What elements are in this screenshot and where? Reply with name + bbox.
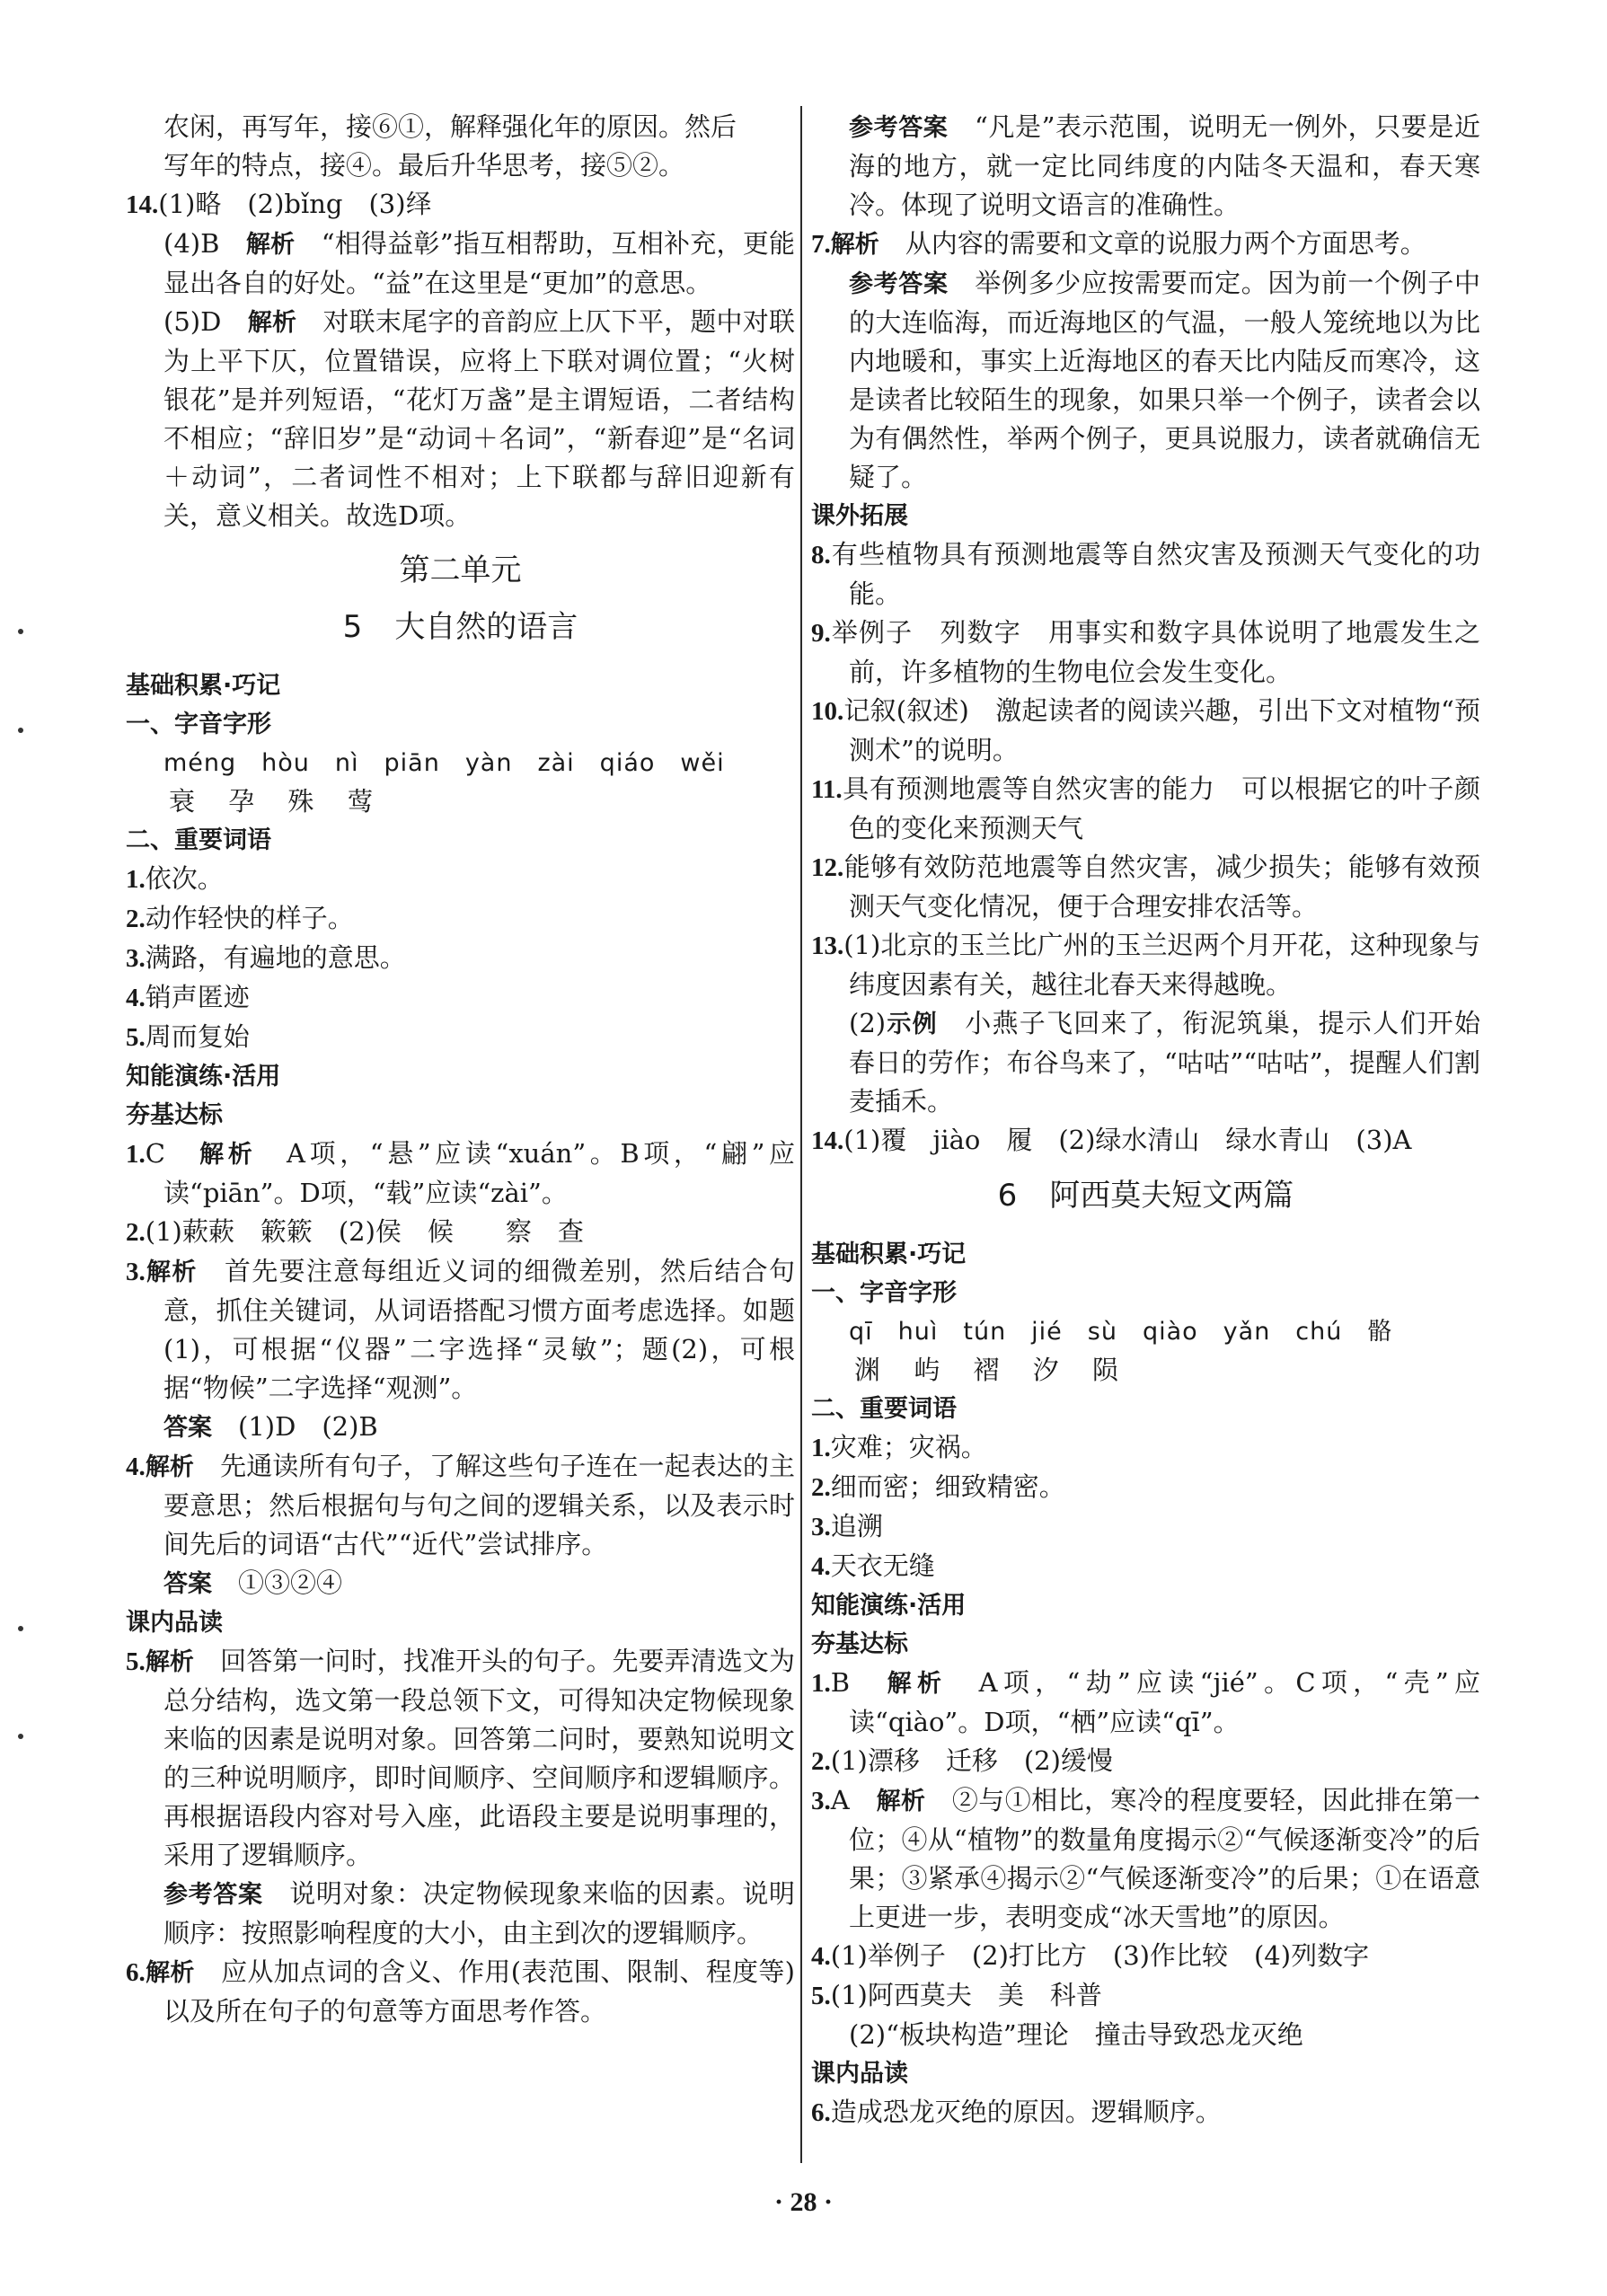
item-number: 2. <box>126 905 146 933</box>
answer-text: (1)略 (2)bǐng (3)绎 <box>158 189 432 219</box>
item-number: 3. <box>811 1513 831 1541</box>
analysis-label: 解析 <box>145 1648 195 1676</box>
answer-text: 有些植物具有预测地震等自然灾害及预测天气变化的功能。 <box>830 539 1480 609</box>
answer-label: 答案 <box>163 1570 212 1598</box>
question-number: 1. <box>126 1140 146 1169</box>
question-2 <box>126 1213 795 1252</box>
analysis-text: A项，“劫”应读“jié”。C项，“壳”应读“qiào”。D项，“栖”应读“qī”。 <box>849 1667 1481 1737</box>
answer-choice: A <box>830 1785 877 1815</box>
answer-text: (1)覆 jiào 履 (2)绿水清山 绿水青山 (3)A <box>843 1125 1412 1155</box>
analysis-text: 回答第一问时，找准开头的句子。先要弄清选文为总分结构，选文第一段总领下文，可得知决定物候现象来临的因素是说明对象。回答第二问时，要熟知说明文的三种说明顺序，即时间顺序、空间顺序和逻辑顺序。再根据语段内容对号入座，此语段主要是说明事理的，采用了逻辑顺序。 <box>163 1646 795 1870</box>
question-14-part-4 <box>126 225 795 303</box>
scan-mark <box>18 1734 23 1739</box>
question-number: 2. <box>126 1218 146 1247</box>
analysis-text: 对联末尾字的音韵应上仄下平，题中对联为上平下仄，位置错误，应将上下联对调位置；“火树银花”是并列短语，“花灯万盏”是主谓短语，二者结构不相应；“辞旧岁”是“动词＋名词”，“新春迎”是“名词＋动词”，二者词性不相对；上下联都与辞旧迎新有关，意义相关。故选D项。 <box>163 306 795 531</box>
question-13 <box>811 926 1480 1004</box>
list-item <box>126 939 795 978</box>
question-number: 3. <box>126 1258 146 1286</box>
list-item <box>126 899 795 939</box>
section-heading: 课内品读 <box>126 1609 223 1637</box>
item-text: 天衣无缝 <box>830 1550 935 1581</box>
item-number: 4. <box>811 1552 831 1581</box>
question-number: 4. <box>126 1453 146 1481</box>
answer-text: 造成恐龙灭绝的原因。逻辑顺序。 <box>830 2097 1222 2127</box>
answer-line <box>811 264 1480 497</box>
question-13-part-2 <box>811 1004 1480 1121</box>
analysis-label: 解析 <box>247 309 297 337</box>
analysis-label: 解析 <box>145 1258 198 1286</box>
item-text: 满路，有遍地的意思。 <box>145 942 406 973</box>
answer-text: 记叙(叙述) 激起读者的阅读兴趣，引出下文对植物“预测术”的说明。 <box>843 695 1480 765</box>
answer-label: 参考答案 <box>163 1881 263 1909</box>
item-text: 依次。 <box>145 863 224 894</box>
analysis-label: 解析 <box>145 1959 195 1987</box>
analysis-text: “相得益彰”指互相帮助，互相补充，更能显出各自的好处。“益”在这里是“更加”的意思。 <box>163 228 796 298</box>
analysis-text: 先通读所有句子，了解这些句子连在一起表达的主要意思；然后根据句与句之间的逻辑关系，以及表示时间先后的词语“古代”“近代”尝试排序。 <box>163 1451 795 1559</box>
answer-text: 具有预测地震等自然灾害的能力 可以根据它的叶子颜色的变化来预测天气 <box>842 773 1480 843</box>
answer-choice: (5)D <box>163 306 248 337</box>
question-14 <box>811 1121 1480 1161</box>
question-14-part-5 <box>126 303 795 535</box>
example-label: 示例 <box>886 1011 938 1038</box>
question-1 <box>811 1664 1480 1742</box>
question-6 <box>126 1953 795 2031</box>
unit-title: 第二单元 <box>399 552 522 588</box>
item-text: 周而复始 <box>145 1021 250 1052</box>
question-4 <box>811 1937 1480 1976</box>
list-item <box>126 978 795 1018</box>
question-11 <box>811 770 1480 848</box>
question-number: 7. <box>811 230 831 259</box>
question-10 <box>811 692 1480 770</box>
text-line: 写年的特点，接④。最后升华思考，接⑤②。 <box>163 150 685 181</box>
question-number: 11. <box>811 775 843 804</box>
analysis-label: 解析 <box>887 1670 948 1698</box>
question-number: 12. <box>811 853 844 882</box>
item-text: 追溯 <box>830 1511 883 1541</box>
page-number: · 28 · <box>773 2187 833 2217</box>
item-text: 动作轻快的样子。 <box>145 903 354 933</box>
analysis-text: 应从加点词的含义、作用(表范围、限制、程度等)以及所在句子的句意等方面思考作答。 <box>163 1956 795 2027</box>
lesson-name: 阿西莫夫短文两篇 <box>1049 1178 1294 1214</box>
analysis-text: A项，“悬”应读“xuán”。B项，“翩”应读“piān”。D项，“载”应读“zài”。 <box>163 1138 796 1208</box>
question-number: 6. <box>126 1958 146 1987</box>
answer-text: 能够有效防范地震等自然灾害，减少损失；能够有效预测天气变化情况，便于合理安排农活等。 <box>843 852 1480 922</box>
answer-text: (1)举例子 (2)打比方 (3)作比较 (4)列数字 <box>830 1940 1370 1971</box>
question-number: 8. <box>811 541 831 570</box>
subsection-heading: 夯基达标 <box>811 1630 908 1658</box>
question-number: 5. <box>126 1647 146 1676</box>
answer-text: (1)阿西莫夫 美 科普 <box>830 1980 1102 2010</box>
answer-label: 参考答案 <box>849 114 949 142</box>
answer-text: “凡是”表示范围，说明无一例外，只要是近海的地方，就一定比同纬度的内陆冬天温和，春天寒冷。体现了说明文语言的准确性。 <box>849 111 1480 220</box>
analysis-text: 从内容的需要和文章的说服力两个方面思考。 <box>905 228 1426 259</box>
answer-text: 举例子 列数字 用事实和数字具体说明了地震发生之前，许多植物的生物电位会发生变化。 <box>830 617 1480 687</box>
question-3 <box>126 1252 795 1408</box>
scan-mark <box>18 1626 23 1631</box>
answer-line <box>126 1408 795 1447</box>
answer-label: 参考答案 <box>849 270 949 298</box>
lesson-number: 5 <box>342 609 363 645</box>
question-9 <box>811 614 1480 692</box>
left-column <box>126 108 795 2031</box>
analysis-label: 解析 <box>876 1788 926 1815</box>
answer-text: ①③②④ <box>238 1567 343 1598</box>
scan-mark <box>18 629 23 634</box>
question-number: 13. <box>811 932 844 960</box>
question-6 <box>811 2093 1480 2133</box>
question-number: 10. <box>811 697 844 726</box>
question-1 <box>126 1135 795 1213</box>
question-number: 2. <box>811 1747 831 1776</box>
subsection-heading: 二、重要词语 <box>126 826 271 854</box>
analysis-text: ②与①相比，寒冷的程度要轻，因此排在第一位；④从“植物”的数量角度揭示②“气候逐渐变冷”的后果；③紧承④揭示②“气候逐渐变冷”的后果；①在语意上更进一步，表明变成“冰天雪地”的原因。 <box>849 1785 1480 1932</box>
lesson-title <box>811 1177 1480 1215</box>
subsection-heading: 一、字音字形 <box>811 1279 957 1307</box>
subsection-heading: 夯基达标 <box>126 1101 223 1129</box>
list-item <box>126 1018 795 1057</box>
item-number: 5. <box>126 1023 146 1052</box>
answer-choice: B <box>830 1667 887 1698</box>
lesson-title <box>126 608 795 647</box>
item-number: 3. <box>126 944 146 973</box>
list-item <box>811 1547 1480 1586</box>
question-14 <box>126 185 795 225</box>
question-4 <box>126 1447 795 1564</box>
lesson-number: 6 <box>997 1178 1018 1214</box>
answer-text: 小燕子飞回来了，衔泥筑巢，提示人们开始春日的劳作；布谷鸟来了，“咕咕”“咕咕”，提醒人们割麦插禾。 <box>849 1008 1480 1117</box>
answer-text: (1)蔌蔌 簌簌 (2)侯 候 察 查 <box>145 1216 584 1247</box>
section-heading: 基础积累·巧记 <box>811 1241 967 1268</box>
answer-text: (1)漂移 迁移 (2)缓慢 <box>830 1745 1113 1776</box>
section-heading: 知能演练·活用 <box>126 1063 281 1091</box>
item-text: 灾难；灾祸。 <box>830 1432 987 1462</box>
hanzi-line: 渊 屿 褶 汐 陨 <box>854 1355 1131 1385</box>
list-item <box>811 1428 1480 1468</box>
answer-text: 举例多少应按需要而定。因为前一个例子中的大连临海，而近海地区的气温，一般人笼统地以为比内地暖和，事实上近海地区的春天比内陆反而寒冷，这是读者比较陌生的现象，如果只举一个例子，读者会以为有偶然性，举两个例子，更具说服力，读者就确信无疑了。 <box>849 268 1480 492</box>
question-2 <box>811 1742 1480 1781</box>
item-number: 2. <box>811 1473 831 1502</box>
answer-line <box>126 1564 795 1603</box>
hanzi-line: 衰 孕 殊 莺 <box>169 786 386 817</box>
list-item <box>126 860 795 899</box>
question-8 <box>811 535 1480 614</box>
item-text: 细而密；细致精密。 <box>830 1471 1065 1502</box>
item-number: 1. <box>811 1434 831 1462</box>
question-3 <box>811 1781 1480 1937</box>
answer-label: 答案 <box>163 1414 212 1442</box>
answer-choice: C <box>145 1138 200 1169</box>
answer-choice: (4)B <box>163 228 246 259</box>
question-12 <box>811 848 1480 926</box>
question-number: 9. <box>811 619 831 648</box>
answer-text: (1)北京的玉兰比广州的玉兰迟两个月开花，这种现象与纬度因素有关，越往北春天来得越晚。 <box>843 930 1480 1000</box>
item-text: 销声匿迹 <box>145 982 250 1012</box>
subsection-heading: 二、重要词语 <box>811 1395 957 1423</box>
question-5 <box>126 1642 795 1875</box>
column-divider <box>800 106 802 2163</box>
question-7 <box>811 225 1480 264</box>
answer-text: 说明对象：决定物候现象来临的因素。说明顺序：按照影响程度的大小，由主到次的逻辑顺序。 <box>163 1878 795 1948</box>
analysis-label: 解析 <box>199 1141 257 1169</box>
list-item <box>811 1507 1480 1547</box>
text-line: 农闲，再写年，接⑥①，解释强化年的原因。然后 <box>163 111 737 142</box>
list-item <box>811 1468 1480 1507</box>
item-number: 1. <box>126 865 146 894</box>
question-5 <box>811 1976 1480 2016</box>
question-number: 1. <box>811 1669 831 1698</box>
section-heading: 课外拓展 <box>811 502 908 530</box>
section-heading: 知能演练·活用 <box>811 1592 967 1620</box>
part-number: (2) <box>849 1008 887 1038</box>
answer-line <box>811 108 1480 225</box>
question-number: 4. <box>811 1942 831 1971</box>
analysis-text: 首先要注意每组近义词的细微差别，然后结合句意，抓住关键词，从词语搭配习惯方面考虑选择。如题(1)，可根据“仪器”二字选择“灵敏”；题(2)，可根据“物候”二字选择“观测”。 <box>163 1256 795 1403</box>
pinyin-line: méng hòu nì piān yàn zài qiáo wěi <box>163 749 725 777</box>
answer-line: (2)“板块构造”理论 撞击导致恐龙灭绝 <box>849 2019 1303 2050</box>
answer-text: (1)D (2)B <box>238 1411 378 1442</box>
analysis-label: 解析 <box>830 231 879 259</box>
question-number: 3. <box>811 1787 831 1815</box>
question-number: 5. <box>811 1982 831 2010</box>
lesson-name: 大自然的语言 <box>394 609 578 645</box>
item-number: 4. <box>126 984 146 1012</box>
answer-line <box>126 1875 795 1953</box>
pinyin-line: qī huì tún jié sù qiào yǎn chú 骼 <box>849 1318 1393 1346</box>
section-heading: 基础积累·巧记 <box>126 672 281 700</box>
scan-mark <box>18 728 23 733</box>
question-number: 14. <box>126 190 159 219</box>
analysis-label: 解析 <box>245 231 296 259</box>
analysis-label: 解析 <box>145 1453 195 1481</box>
question-number: 14. <box>811 1126 844 1155</box>
right-column <box>811 108 1480 2133</box>
subsection-heading: 一、字音字形 <box>126 711 271 738</box>
section-heading: 课内品读 <box>811 2060 908 2088</box>
question-number: 6. <box>811 2098 831 2127</box>
